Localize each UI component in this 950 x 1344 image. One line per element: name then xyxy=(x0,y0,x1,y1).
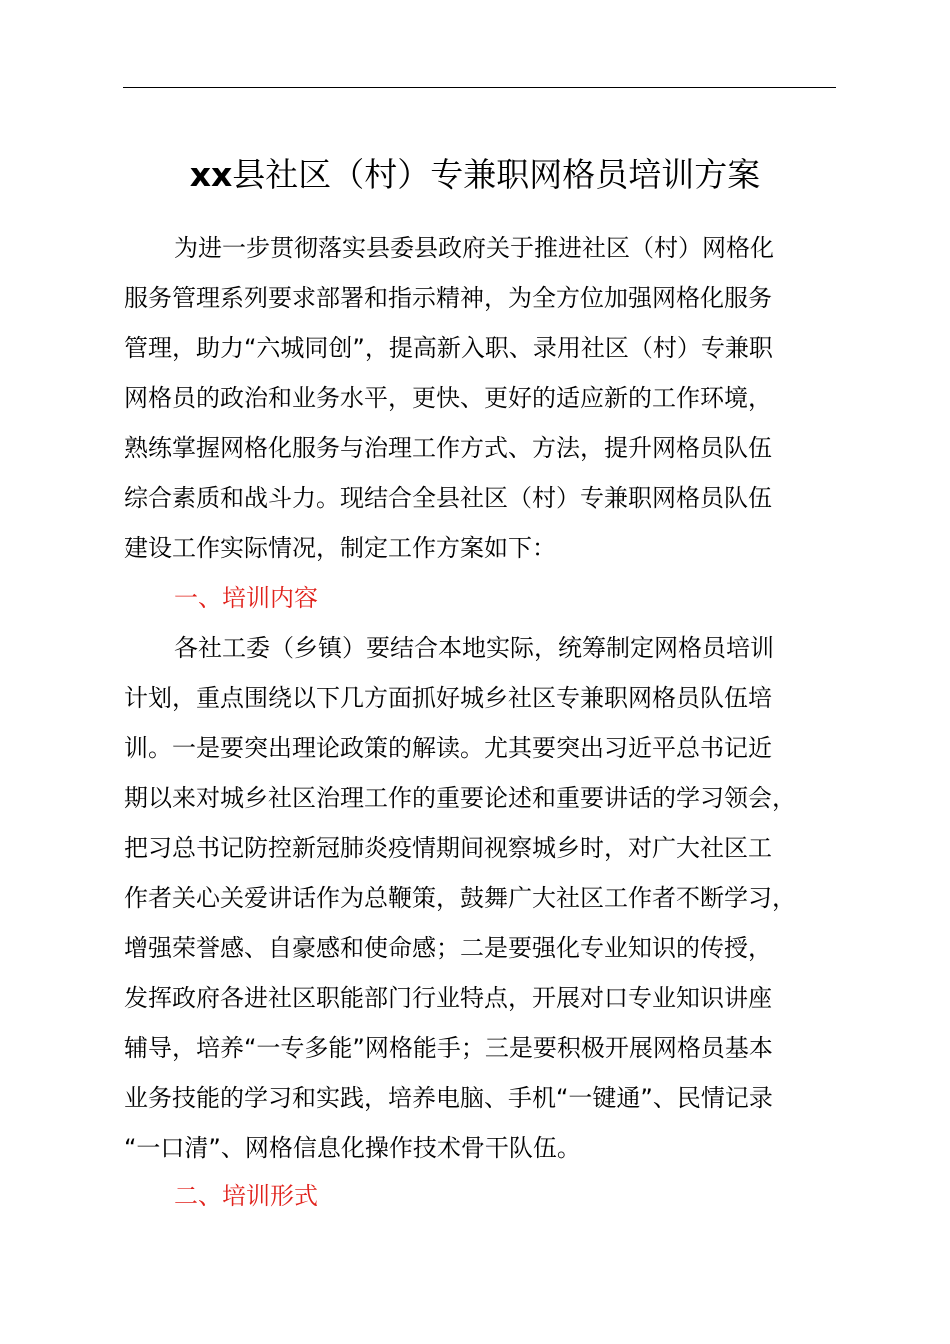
intro-line-7: 建设工作实际情况，制定工作方案如下： xyxy=(124,534,556,562)
section1-line-1: 各社工委（乡镇）要结合本地实际，统筹制定网格员培训 xyxy=(174,634,774,662)
intro-line-3: 管理，助力“六城同创”，提高新入职、录用社区（村）专兼职 xyxy=(124,334,773,362)
section1-line-2: 计划，重点围绕以下几方面抓好城乡社区专兼职网格员队伍培 xyxy=(124,684,772,712)
section1-line-7: 增强荣誉感、自豪感和使命感；二是要强化专业知识的传授， xyxy=(124,934,772,962)
section1-line-8: 发挥政府各进社区职能部门行业特点，开展对口专业知识讲座 xyxy=(124,984,772,1012)
title-prefix: xx xyxy=(189,155,233,194)
intro-line-2: 服务管理系列要求部署和指示精神，为全方位加强网格化服务 xyxy=(124,284,772,312)
intro-line-6: 综合素质和战斗力。现结合全县社区（村）专兼职网格员队伍 xyxy=(124,484,772,512)
intro-line-5: 熟练掌握网格化服务与治理工作方式、方法，提升网格员队伍 xyxy=(124,434,772,462)
section1-line-4: 期以来对城乡社区治理工作的重要论述和重要讲话的学习领会， xyxy=(124,784,796,812)
section1-line-3: 训。一是要突出理论政策的解读。尤其要突出习近平总书记近 xyxy=(124,734,772,762)
section1-line-11: “一口清”、网格信息化操作技术骨干队伍。 xyxy=(124,1134,581,1162)
header-rule xyxy=(123,87,836,88)
intro-line-4: 网格员的政治和业务水平，更快、更好的适应新的工作环境， xyxy=(124,384,772,412)
section1-line-9: 辅导，培养“一专多能”网格能手；三是要积极开展网格员基本 xyxy=(124,1034,773,1062)
document-title xyxy=(0,150,950,200)
title-text: 县社区（村）专兼职网格员培训方案 xyxy=(232,155,761,194)
intro-line-1: 为进一步贯彻落实县委县政府关于推进社区（村）网格化 xyxy=(174,234,774,262)
section-heading-1: 一、培训内容 xyxy=(174,584,318,612)
section1-line-5: 把习总书记防控新冠肺炎疫情期间视察城乡时，对广大社区工 xyxy=(124,834,772,862)
section1-line-10: 业务技能的学习和实践，培养电脑、手机“一键通”、民情记录 xyxy=(124,1084,773,1112)
section-heading-2: 二、培训形式 xyxy=(174,1182,318,1210)
section1-line-6: 作者关心关爱讲话作为总鞭策，鼓舞广大社区工作者不断学习， xyxy=(124,884,796,912)
